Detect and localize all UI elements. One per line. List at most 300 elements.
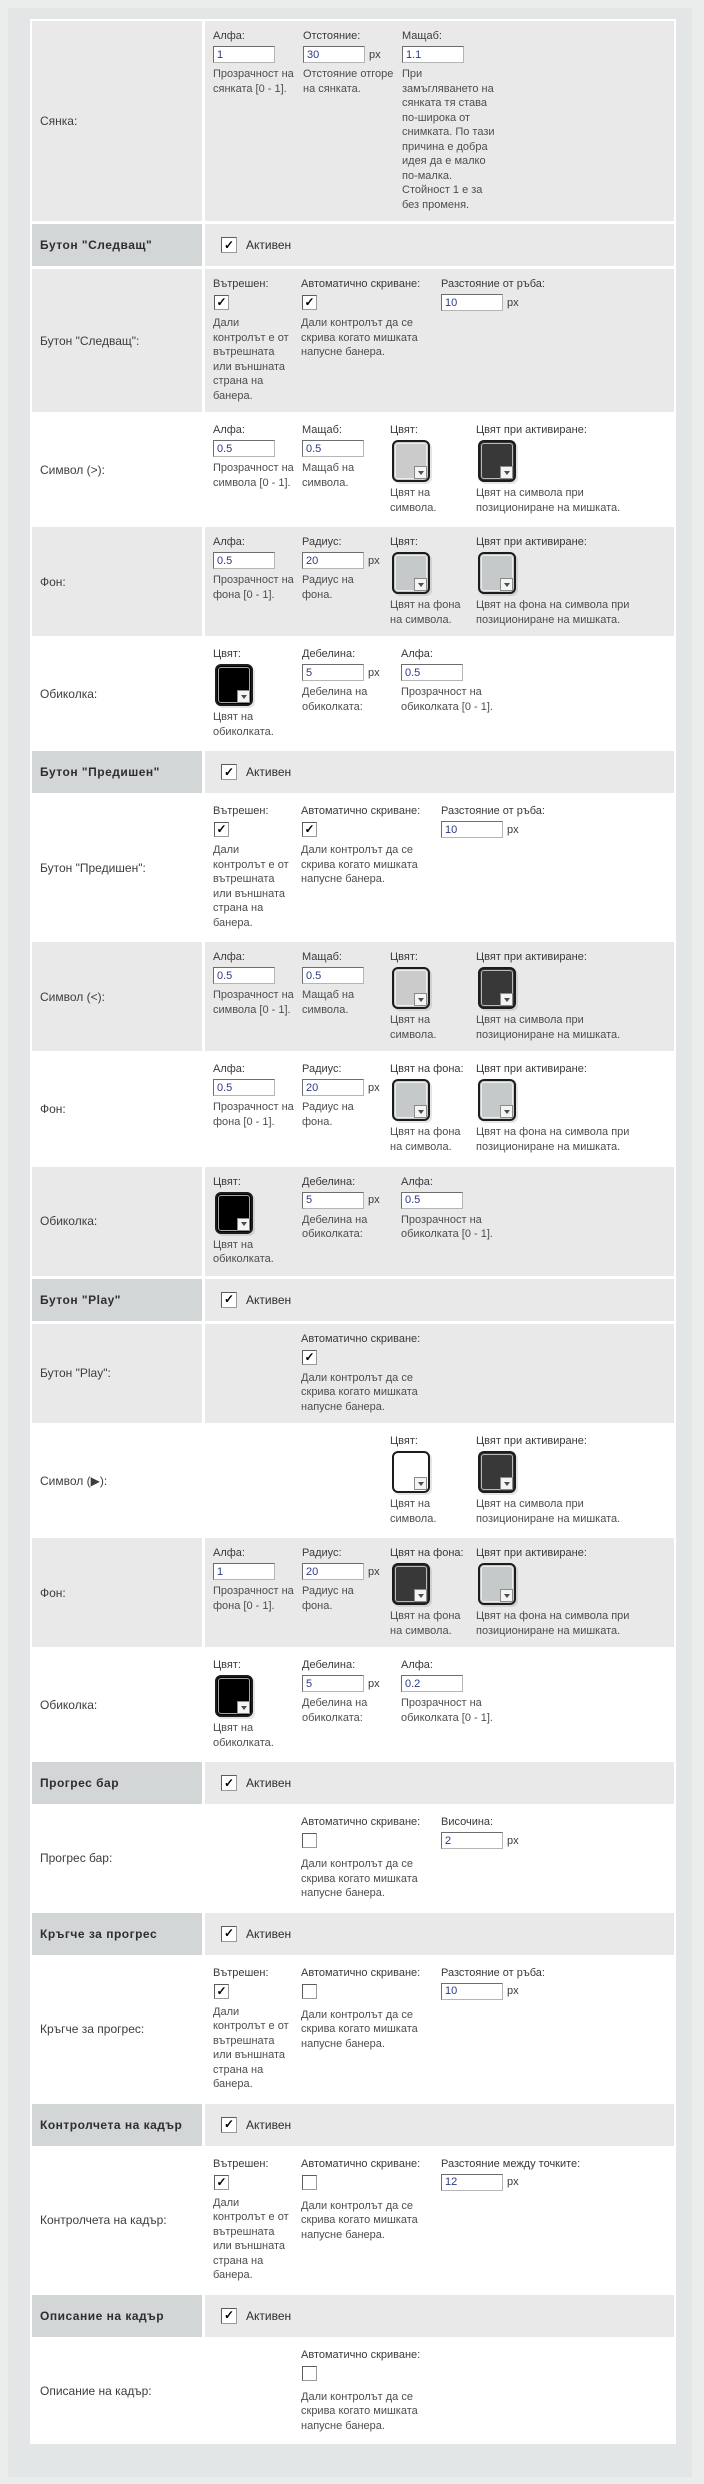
active-checkbox[interactable]: ✓ bbox=[221, 2117, 237, 2133]
active-checkbox[interactable]: ✓ bbox=[221, 237, 237, 253]
field-desc: Дали контролът е от вътрешната или външната страна на банера. bbox=[213, 2196, 289, 2282]
checkbox-field bbox=[213, 278, 301, 403]
checkbox[interactable] bbox=[302, 2366, 317, 2381]
color-field bbox=[390, 1547, 476, 1638]
section-title: Описание на кадър bbox=[40, 2308, 165, 2323]
row-content-cell bbox=[205, 2340, 674, 2443]
color-swatch[interactable] bbox=[215, 1675, 253, 1717]
field-desc: Цвят на фона на символа. bbox=[390, 1610, 461, 1637]
checkbox-field bbox=[213, 1967, 301, 2092]
section-header-row bbox=[32, 1913, 674, 1955]
field-label: Алфа: bbox=[213, 951, 245, 964]
color-swatch[interactable] bbox=[478, 1079, 516, 1121]
field-desc: Прозрачност на обиколката [0 - 1]. bbox=[401, 686, 493, 713]
section-active-cell bbox=[205, 1279, 674, 1321]
text-input[interactable] bbox=[441, 1832, 503, 1849]
active-checkbox[interactable]: ✓ bbox=[221, 1775, 237, 1791]
active-label: Активен bbox=[246, 765, 292, 780]
unit-label: px bbox=[368, 554, 380, 567]
field-desc: Дали контролът да се скрива когато мишката напусне банера. bbox=[301, 844, 418, 886]
field-label: Радиус: bbox=[302, 1063, 342, 1076]
row-label: Кръгче за прогрес: bbox=[40, 2022, 145, 2037]
table-row bbox=[32, 1426, 674, 1535]
field-desc: Дали контролът да се скрива когато мишката напусне банера. bbox=[301, 1371, 418, 1413]
field-label: Автоматично скриване: bbox=[301, 1332, 421, 1345]
text-input[interactable] bbox=[302, 1563, 364, 1580]
row-label-cell bbox=[32, 796, 202, 939]
text-input[interactable] bbox=[213, 552, 275, 569]
color-swatch[interactable] bbox=[478, 967, 516, 1009]
text-input[interactable] bbox=[302, 1079, 364, 1096]
color-swatch[interactable] bbox=[215, 1192, 253, 1234]
checkbox-field bbox=[213, 805, 301, 930]
color-swatch[interactable] bbox=[392, 440, 430, 482]
row-content-cell bbox=[205, 1958, 674, 2101]
section-title: Бутон "Предишен" bbox=[40, 765, 160, 780]
row-label: Обиколка: bbox=[40, 686, 98, 701]
input-field bbox=[401, 648, 511, 714]
section-active-cell bbox=[205, 751, 674, 793]
fields-group bbox=[213, 1547, 666, 1638]
text-input[interactable] bbox=[213, 1563, 275, 1580]
unit-label: px bbox=[369, 48, 381, 61]
checkbox[interactable]: ✓ bbox=[214, 822, 229, 837]
row-label-cell bbox=[32, 2340, 202, 2443]
text-input[interactable] bbox=[401, 1675, 463, 1692]
field-desc: Прозрачност на символа [0 - 1]. bbox=[213, 462, 294, 489]
color-swatch[interactable] bbox=[478, 440, 516, 482]
row-label-cell bbox=[32, 21, 202, 221]
field-label: Алфа: bbox=[213, 30, 245, 42]
chevron-down-icon bbox=[500, 1477, 513, 1490]
active-label: Активен bbox=[246, 1926, 292, 1941]
fields-group bbox=[213, 1176, 666, 1267]
field-desc: Цвят на символа. bbox=[390, 1014, 437, 1041]
checkbox-field bbox=[301, 2158, 441, 2243]
row-label: Обиколка: bbox=[40, 1214, 98, 1229]
section-title-cell bbox=[32, 224, 202, 266]
field-label: Вътрешен: bbox=[213, 1966, 269, 1979]
section-header-row bbox=[32, 2104, 674, 2146]
field-label: Разстояние от ръба: bbox=[441, 278, 545, 291]
row-content-cell bbox=[205, 639, 674, 748]
row-content-cell bbox=[205, 1650, 674, 1759]
text-input[interactable] bbox=[213, 967, 275, 984]
field-label: Отстояние: bbox=[303, 30, 361, 42]
field-desc: Дали контролът да се скрива когато мишката напусне банера. bbox=[301, 2199, 418, 2241]
field-label: Радиус: bbox=[302, 536, 342, 549]
active-label: Активен bbox=[246, 1292, 292, 1307]
text-input[interactable] bbox=[302, 1192, 364, 1209]
section-header-row bbox=[32, 1279, 674, 1321]
row-label: Фон: bbox=[40, 1101, 66, 1116]
input-field bbox=[303, 30, 402, 96]
field-label: Автоматично скриване: bbox=[301, 2157, 421, 2170]
chevron-down-icon bbox=[414, 1477, 427, 1490]
input-field bbox=[441, 805, 661, 838]
table-row bbox=[32, 1958, 674, 2101]
field-desc: Прозрачност на сянката [0 - 1]. bbox=[213, 68, 294, 95]
table-row bbox=[32, 1324, 674, 1424]
field-desc: Дебелина на обиколката: bbox=[302, 1213, 368, 1241]
table-row bbox=[32, 21, 674, 221]
active-label: Активен bbox=[246, 2308, 292, 2323]
field-label: Автоматично скриване: bbox=[301, 2348, 421, 2361]
row-label-cell bbox=[32, 1324, 202, 1424]
unit-label: px bbox=[368, 1677, 380, 1690]
color-field bbox=[476, 536, 656, 627]
table-row bbox=[32, 639, 674, 748]
fields-group bbox=[213, 1435, 666, 1526]
fields-group bbox=[213, 1967, 666, 2092]
table-row bbox=[32, 796, 674, 939]
input-field bbox=[302, 1176, 401, 1242]
field-desc: Отстояние отгоре на сянката. bbox=[303, 68, 394, 95]
field-label: Цвят: bbox=[390, 424, 418, 437]
color-swatch[interactable] bbox=[392, 1563, 430, 1605]
checkbox[interactable]: ✓ bbox=[214, 1984, 229, 1999]
row-label-cell bbox=[32, 527, 202, 636]
field-desc: Цвят на обиколката. bbox=[213, 711, 274, 738]
section-title-cell bbox=[32, 1913, 202, 1955]
color-field bbox=[213, 1659, 302, 1750]
checkbox[interactable]: ✓ bbox=[302, 1350, 317, 1365]
table-row bbox=[32, 527, 674, 636]
field-label: Автоматично скриване: bbox=[301, 1966, 421, 1979]
row-label: Прогрес бар: bbox=[40, 1851, 113, 1866]
active-checkbox[interactable]: ✓ bbox=[221, 2308, 237, 2324]
field-desc: Цвят на обиколката. bbox=[213, 1238, 274, 1266]
unit-label: px bbox=[507, 296, 519, 309]
row-label-cell bbox=[32, 2149, 202, 2292]
field-label: Алфа: bbox=[401, 1175, 433, 1188]
field-desc: Цвят на символа при позициониране на мишката. bbox=[476, 487, 621, 514]
section-title-cell bbox=[32, 2104, 202, 2146]
input-field bbox=[213, 1547, 302, 1613]
color-field bbox=[390, 536, 476, 627]
text-input[interactable] bbox=[401, 1192, 463, 1209]
field-label: Вътрешен: bbox=[213, 2157, 269, 2170]
field-label: Цвят: bbox=[213, 1175, 241, 1188]
row-content-cell bbox=[205, 1538, 674, 1647]
row-content-cell bbox=[205, 415, 674, 524]
chevron-down-icon bbox=[414, 1105, 427, 1118]
input-field bbox=[441, 2158, 661, 2191]
row-label: Символ (>): bbox=[40, 462, 105, 477]
field-label: Цвят: bbox=[213, 648, 241, 661]
row-label: Сянка: bbox=[40, 114, 78, 129]
color-field bbox=[390, 1063, 476, 1154]
field-desc: Дебелина на обиколката: bbox=[302, 686, 368, 713]
input-field bbox=[213, 951, 302, 1017]
field-desc: Прозрачност на обиколката [0 - 1]. bbox=[401, 1697, 493, 1724]
fields-group bbox=[213, 1333, 666, 1415]
table-row bbox=[32, 1538, 674, 1647]
text-input[interactable] bbox=[302, 552, 364, 569]
color-field bbox=[390, 424, 476, 515]
section-title-cell bbox=[32, 1279, 202, 1321]
unit-label: px bbox=[507, 823, 519, 836]
fields-group bbox=[213, 424, 666, 515]
field-desc: Радиус на фона. bbox=[302, 1585, 354, 1612]
text-input[interactable] bbox=[441, 821, 503, 838]
checkbox-field bbox=[301, 2349, 451, 2434]
section-title: Контролчета на кадър bbox=[40, 2117, 183, 2132]
color-swatch[interactable] bbox=[392, 967, 430, 1009]
text-input[interactable] bbox=[441, 1983, 503, 2000]
field-desc: Мащаб на символа. bbox=[302, 462, 355, 489]
field-desc: Цвят на фона на символа при позициониране на мишката. bbox=[476, 599, 630, 626]
text-input[interactable] bbox=[401, 664, 463, 681]
row-content-cell bbox=[205, 527, 674, 636]
field-label: Цвят: bbox=[213, 1659, 241, 1672]
section-title: Бутон "Следващ" bbox=[40, 238, 153, 253]
field-label: Дебелина: bbox=[302, 648, 356, 661]
text-input[interactable] bbox=[213, 440, 275, 457]
section-active-cell bbox=[205, 224, 674, 266]
fields-group bbox=[213, 1816, 666, 1901]
row-label-cell bbox=[32, 415, 202, 524]
checkbox[interactable] bbox=[302, 1984, 317, 1999]
color-field bbox=[476, 424, 656, 515]
field-desc: Цвят на обиколката. bbox=[213, 1722, 274, 1749]
row-label-cell bbox=[32, 942, 202, 1051]
text-input[interactable] bbox=[441, 2174, 503, 2191]
color-swatch[interactable] bbox=[478, 552, 516, 594]
color-field bbox=[476, 951, 656, 1042]
field-label: Разстояние от ръба: bbox=[441, 1966, 545, 1979]
unit-label: px bbox=[507, 1985, 519, 1998]
text-input[interactable] bbox=[302, 967, 364, 984]
section-header-row bbox=[32, 751, 674, 793]
section-header-row bbox=[32, 1762, 674, 1804]
field-label: Радиус: bbox=[302, 1547, 342, 1560]
field-label: Цвят: bbox=[390, 1435, 418, 1448]
field-label: Цвят при активиране: bbox=[476, 536, 587, 549]
section-header-row bbox=[32, 224, 674, 266]
row-content-cell bbox=[205, 1426, 674, 1535]
field-label: Цвят: bbox=[390, 951, 418, 964]
field-desc: Прозрачност на обиколката [0 - 1]. bbox=[401, 1213, 493, 1241]
table-row bbox=[32, 269, 674, 412]
chevron-down-icon bbox=[414, 578, 427, 591]
field-label: Алфа: bbox=[213, 536, 245, 549]
color-field bbox=[213, 1176, 302, 1267]
active-label: Активен bbox=[246, 1776, 292, 1791]
row-label: Фон: bbox=[40, 574, 66, 589]
row-label: Бутон "Следващ": bbox=[40, 333, 140, 348]
color-swatch[interactable] bbox=[392, 1079, 430, 1121]
active-checkbox[interactable]: ✓ bbox=[221, 764, 237, 780]
field-label: Мащаб: bbox=[302, 951, 342, 964]
field-label: Цвят при активиране: bbox=[476, 951, 587, 964]
chevron-down-icon bbox=[237, 690, 250, 703]
text-input[interactable] bbox=[402, 46, 464, 63]
section-title-cell bbox=[32, 2295, 202, 2337]
table-row bbox=[32, 2340, 674, 2443]
row-content-cell bbox=[205, 269, 674, 412]
unit-label: px bbox=[368, 1081, 380, 1094]
section-active-cell bbox=[205, 1913, 674, 1955]
checkbox-field bbox=[301, 1333, 451, 1415]
row-content-cell bbox=[205, 21, 674, 221]
color-field bbox=[476, 1547, 656, 1638]
row-label: Бутон "Предишен": bbox=[40, 860, 146, 875]
row-label-cell bbox=[32, 1807, 202, 1910]
active-label: Активен bbox=[246, 238, 292, 253]
text-input[interactable] bbox=[303, 46, 365, 63]
section-title: Бутон "Play" bbox=[40, 1292, 121, 1307]
chevron-down-icon bbox=[414, 1589, 427, 1602]
field-desc: Дали контролът да се скрива когато мишката напусне банера. bbox=[301, 2390, 418, 2432]
input-field bbox=[302, 536, 390, 602]
fields-group bbox=[213, 805, 666, 930]
checkbox[interactable] bbox=[302, 2175, 317, 2190]
chevron-down-icon bbox=[500, 1589, 513, 1602]
row-content-cell bbox=[205, 1167, 674, 1276]
color-swatch[interactable] bbox=[215, 664, 253, 706]
field-desc: Дали контролът е от вътрешната или външната страна на банера. bbox=[213, 317, 289, 402]
section-title: Кръгче за прогрес bbox=[40, 1926, 158, 1941]
input-field bbox=[213, 424, 302, 490]
field-desc: Прозрачност на фона [0 - 1]. bbox=[213, 1101, 294, 1128]
fields-group bbox=[213, 278, 666, 403]
checkbox[interactable]: ✓ bbox=[214, 2175, 229, 2190]
field-label: Алфа: bbox=[213, 424, 245, 437]
field-label: Вътрешен: bbox=[213, 278, 269, 291]
row-label: Описание на кадър: bbox=[40, 2384, 152, 2399]
field-desc: Дебелина на обиколката: bbox=[302, 1697, 368, 1724]
checkbox[interactable]: ✓ bbox=[302, 822, 317, 837]
field-desc: Цвят на фона на символа. bbox=[390, 599, 461, 626]
table-row bbox=[32, 1167, 674, 1276]
table-row bbox=[32, 2149, 674, 2292]
color-field bbox=[476, 1063, 656, 1154]
field-label: Цвят при активиране: bbox=[476, 1435, 587, 1448]
input-field bbox=[213, 1063, 302, 1129]
input-field bbox=[302, 1659, 401, 1725]
input-field bbox=[402, 30, 506, 212]
field-desc: Радиус на фона. bbox=[302, 574, 354, 601]
field-desc: Дали контролът да се скрива когато мишката напусне банера. bbox=[301, 317, 418, 359]
row-label-cell bbox=[32, 1958, 202, 2101]
fields-group bbox=[213, 2158, 666, 2283]
field-label: Автоматично скриване: bbox=[301, 1816, 421, 1829]
unit-label: px bbox=[507, 2176, 519, 2189]
checkbox-field bbox=[301, 278, 441, 360]
fields-group bbox=[213, 1659, 666, 1750]
color-swatch[interactable] bbox=[478, 1451, 516, 1493]
field-label: Цвят при активиране: bbox=[476, 1547, 587, 1560]
checkbox[interactable]: ✓ bbox=[214, 295, 229, 310]
fields-group bbox=[213, 951, 666, 1042]
field-desc: Дали контролът да се скрива когато мишката напусне банера. bbox=[301, 2008, 418, 2050]
page bbox=[0, 8, 704, 2484]
color-swatch[interactable] bbox=[392, 1451, 430, 1493]
input-field bbox=[401, 1659, 511, 1725]
input-field bbox=[441, 1967, 661, 2000]
row-label: Фон: bbox=[40, 1585, 66, 1600]
input-field bbox=[302, 648, 401, 714]
input-field bbox=[213, 536, 302, 602]
field-label: Цвят на фона: bbox=[390, 1547, 464, 1560]
text-input[interactable] bbox=[302, 664, 364, 681]
checkbox-field bbox=[301, 1967, 441, 2052]
field-label: Алфа: bbox=[401, 1659, 433, 1672]
row-content-cell bbox=[205, 1054, 674, 1163]
unit-label: px bbox=[368, 1565, 380, 1578]
field-label: Мащаб: bbox=[302, 424, 342, 437]
chevron-down-icon bbox=[500, 466, 513, 479]
field-label: Вътрешен: bbox=[213, 805, 269, 818]
chevron-down-icon bbox=[500, 993, 513, 1006]
section-title-cell bbox=[32, 751, 202, 793]
field-label: Алфа: bbox=[213, 1063, 245, 1076]
unit-label: px bbox=[368, 666, 380, 679]
field-label: Разстояние между точките: bbox=[441, 2157, 581, 2170]
checkbox[interactable]: ✓ bbox=[302, 295, 317, 310]
checkbox-field bbox=[213, 2158, 301, 2283]
row-label-cell bbox=[32, 1426, 202, 1535]
field-desc: Мащаб на символа. bbox=[302, 989, 355, 1016]
field-label: Алфа: bbox=[401, 648, 433, 661]
active-checkbox[interactable]: ✓ bbox=[221, 1926, 237, 1942]
row-label-cell bbox=[32, 269, 202, 412]
input-field bbox=[302, 424, 390, 490]
color-field bbox=[390, 951, 476, 1042]
row-content-cell bbox=[205, 2149, 674, 2292]
settings-table bbox=[30, 19, 676, 2444]
field-desc: Дали контролът е от вътрешната или външната страна на банера. bbox=[213, 2005, 289, 2091]
active-checkbox[interactable]: ✓ bbox=[221, 1292, 237, 1308]
section-title-cell bbox=[32, 1762, 202, 1804]
input-field bbox=[213, 30, 303, 96]
text-input[interactable] bbox=[441, 294, 503, 311]
field-desc: Цвят на фона на символа при позициониране на мишката. bbox=[476, 1126, 630, 1153]
chevron-down-icon bbox=[500, 578, 513, 591]
color-swatch[interactable] bbox=[478, 1563, 516, 1605]
text-input[interactable] bbox=[213, 46, 275, 63]
color-swatch[interactable] bbox=[392, 552, 430, 594]
text-input[interactable] bbox=[302, 1675, 364, 1692]
field-label: Височина: bbox=[441, 1816, 494, 1829]
text-input[interactable] bbox=[213, 1079, 275, 1096]
text-input[interactable] bbox=[302, 440, 364, 457]
row-label-cell bbox=[32, 1650, 202, 1759]
input-field bbox=[302, 951, 390, 1017]
section-title: Прогрес бар bbox=[40, 1776, 120, 1791]
table-row bbox=[32, 415, 674, 524]
field-label: Цвят на фона: bbox=[390, 1063, 464, 1076]
chevron-down-icon bbox=[237, 1701, 250, 1714]
field-desc: Цвят на символа. bbox=[390, 487, 437, 514]
field-desc: Цвят на фона на символа. bbox=[390, 1126, 461, 1153]
fields-group bbox=[213, 1063, 666, 1154]
field-desc: Дали контролът е от вътрешната или външната страна на банера. bbox=[213, 844, 289, 929]
row-label-cell bbox=[32, 1054, 202, 1163]
unit-label: px bbox=[507, 1834, 519, 1847]
field-label: Алфа: bbox=[213, 1547, 245, 1560]
table-row bbox=[32, 942, 674, 1051]
input-field bbox=[302, 1547, 390, 1613]
row-content-cell bbox=[205, 1807, 674, 1910]
field-desc: Цвят на символа при позициониране на мишката. bbox=[476, 1498, 621, 1525]
field-label: Автоматично скриване: bbox=[301, 805, 421, 818]
row-label: Бутон "Play": bbox=[40, 1366, 111, 1381]
chevron-down-icon bbox=[237, 1218, 250, 1231]
checkbox[interactable] bbox=[302, 1833, 317, 1848]
color-field bbox=[390, 1435, 476, 1526]
